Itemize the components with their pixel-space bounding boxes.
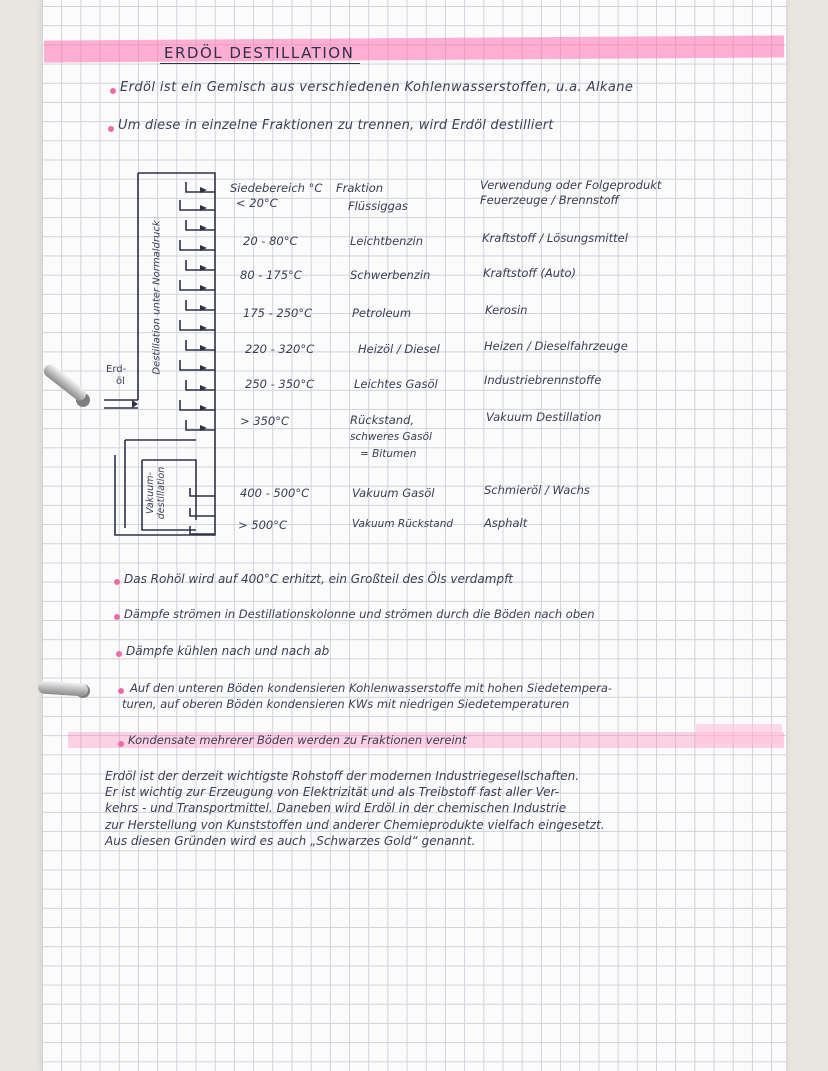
row-fraction: Schwerbenzin xyxy=(350,268,431,282)
process-bullet-4-line2: turen, auf oberen Böden kondensieren KWs mit niedrigen Siedetemperaturen xyxy=(122,697,570,711)
row-fraction-line2: schweres Gasöl xyxy=(350,431,432,443)
header-use: Verwendung oder Folgeprodukt xyxy=(480,178,662,192)
process-bullet-2: Dämpfe strömen in Destillationskolonne und strömen durch die Böden nach oben xyxy=(124,607,595,621)
row-range: 220 - 320°C xyxy=(245,342,315,356)
bullet-dot xyxy=(118,741,124,747)
page-title: ERDÖL DESTILLATION xyxy=(160,44,360,64)
row-fraction-line3: = Bitumen xyxy=(360,448,417,460)
feed-label xyxy=(106,364,126,388)
notebook-page xyxy=(42,0,786,1071)
pink-mark xyxy=(696,724,782,744)
row-use: Feuerzeuge / Brennstoff xyxy=(480,193,619,207)
row-range: < 20°C xyxy=(236,196,278,210)
bullet-dot xyxy=(110,88,116,94)
bullet-dot xyxy=(118,688,124,694)
row-use: Asphalt xyxy=(484,516,528,530)
process-bullet-3: Dämpfe kühlen nach und nach ab xyxy=(126,644,330,658)
vacuum-label-line1: Vakuum- xyxy=(145,472,156,514)
row-range: > 350°C xyxy=(240,414,290,428)
row-use: Kerosin xyxy=(485,303,528,317)
intro-bullet-2: Um diese in einzelne Fraktionen zu trennen, wird Erdöl destilliert xyxy=(118,118,554,133)
header-range: Siedebereich °C xyxy=(230,181,323,195)
paragraph-line: Er ist wichtig zur Erzeugung von Elektrizität und als Treibstoff fast aller Ver- xyxy=(105,785,560,800)
vacuum-label xyxy=(145,465,167,521)
row-fraction: Rückstand, xyxy=(350,413,415,427)
row-fraction: Flüssiggas xyxy=(348,199,408,213)
feed-label-line2: öl xyxy=(116,376,125,387)
row-fraction: Petroleum xyxy=(352,306,412,320)
feed-label-line1: Erd- xyxy=(106,364,127,375)
row-range: 80 - 175°C xyxy=(240,268,302,282)
intro-bullet-1: Erdöl ist ein Gemisch aus verschiedenen Kohlenwasserstoffen, u.a. Alkane xyxy=(120,80,634,95)
bullet-dot xyxy=(114,614,120,620)
process-bullet-5: Kondensate mehrerer Böden werden zu Fraktionen vereint xyxy=(128,733,467,747)
row-use: Vakuum Destillation xyxy=(486,410,602,424)
paragraph-line: Aus diesen Gründen wird es auch „Schwarzes Gold“ genannt. xyxy=(105,833,476,848)
row-use: Heizen / Dieselfahrzeuge xyxy=(484,339,628,353)
row-fraction: Leichtbenzin xyxy=(350,234,423,248)
process-bullet-4-line1: Auf den unteren Böden kondensieren Kohlenwasserstoffe mit hohen Siedetempera- xyxy=(130,681,613,695)
paragraph-line: kehrs - und Transportmittel. Daneben wird Erdöl in der chemischen Industrie xyxy=(105,801,567,816)
bullet-dot xyxy=(116,651,122,657)
vacuum-label-line2: destillation xyxy=(156,466,167,520)
header-fraction: Fraktion xyxy=(336,181,384,195)
row-use: Kraftstoff (Auto) xyxy=(483,266,577,280)
column-label: Destillation unter Normaldruck xyxy=(151,220,163,375)
bullet-dot xyxy=(108,126,114,132)
row-range: 20 - 80°C xyxy=(243,234,298,248)
paragraph-line: zur Herstellung von Kunststoffen und anderer Chemieprodukte vielfach eingesetzt. xyxy=(105,817,605,832)
row-fraction: Heizöl / Diesel xyxy=(358,342,440,356)
row-range: > 500°C xyxy=(238,518,288,532)
row-fraction: Leichtes Gasöl xyxy=(354,377,438,391)
row-range: 400 - 500°C xyxy=(240,486,310,500)
row-use: Industriebrennstoffe xyxy=(484,373,602,387)
paragraph-line: Erdöl ist der derzeit wichtigste Rohstoff der modernen Industriegesellschaften. xyxy=(105,769,580,783)
process-bullet-1: Das Rohöl wird auf 400°C erhitzt, ein Großteil des Öls verdampft xyxy=(124,572,514,586)
row-range: 250 - 350°C xyxy=(245,377,315,391)
row-fraction: Vakuum Gasöl xyxy=(352,486,435,500)
row-use: Schmieröl / Wachs xyxy=(484,483,590,497)
row-fraction: Vakuum Rückstand xyxy=(352,518,454,530)
summary-paragraph xyxy=(105,768,730,849)
row-range: 175 - 250°C xyxy=(243,306,313,320)
bullet-dot xyxy=(114,579,120,585)
row-use: Kraftstoff / Lösungsmittel xyxy=(482,231,628,245)
